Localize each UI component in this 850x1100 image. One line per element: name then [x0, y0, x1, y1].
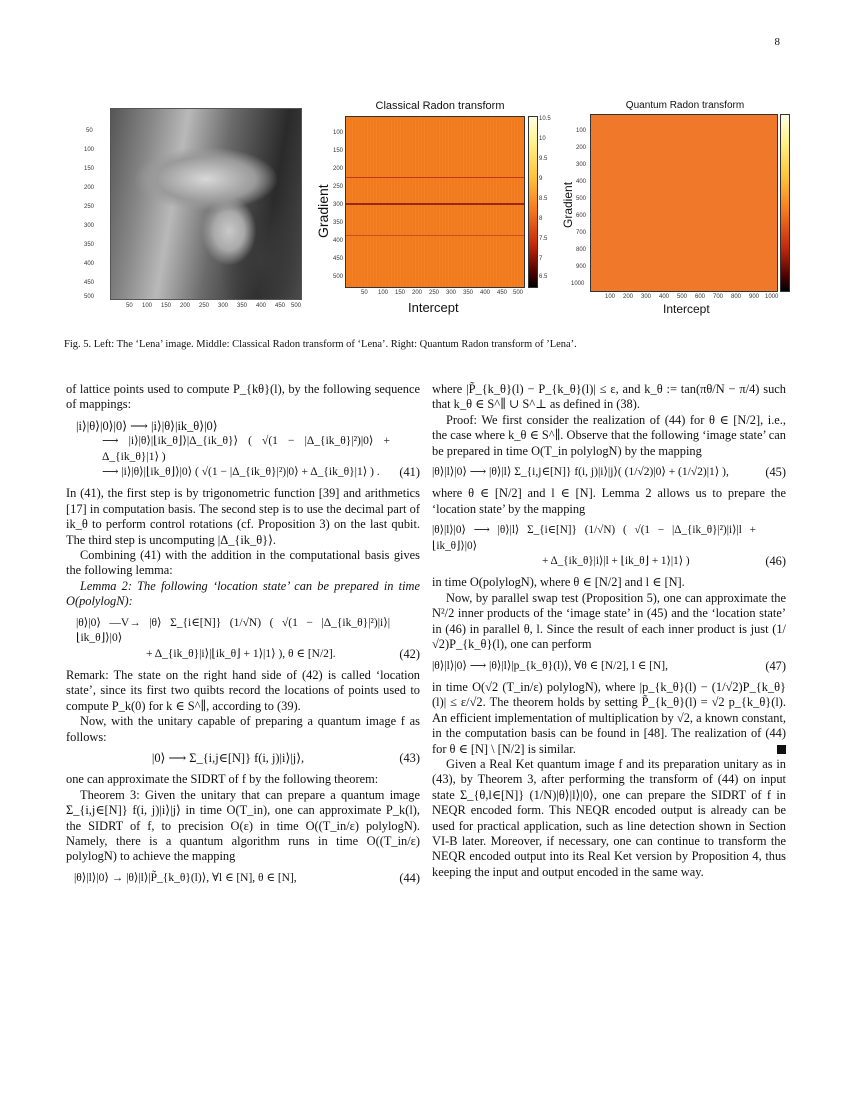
tick: 500: [333, 274, 344, 280]
tick: 100: [333, 130, 344, 136]
equation-44: [66, 871, 420, 886]
quantum-xlabel: Intercept: [663, 302, 710, 316]
tick: 7: [539, 256, 543, 262]
tick: 900: [576, 264, 587, 270]
tick: 400: [659, 294, 670, 300]
equation-line: ⟶ |i⟩|θ⟩|⌊ik_θ⌋⟩|Δ_{ik_θ}⟩ ( √(1 − |Δ_{ik_θ}|²)|0⟩ + Δ_{ik_θ}|1⟩ ): [102, 435, 390, 463]
tick: 600: [576, 213, 587, 219]
tick: 250: [199, 303, 210, 309]
page-number: 8: [774, 36, 780, 48]
equation-46: [432, 523, 786, 569]
paragraph: In (41), the first step is by trigonometric function [39] and arithmetics [17] in computation basis. The second step is to use the decimal part of ik_θ to perform control rotations (cf. Proposition 3) on the last qubit. The third step is uncomputing |Δ_{ik_θ}⟩.: [66, 486, 420, 547]
tick: 500: [677, 294, 688, 300]
paragraph: Now, by parallel swap test (Proposition 5), one can approximate the N²/2 inner products of the ‘image state’ in (45) and the ‘location state’ in (46) in parallel θ, l. Since the result of each inner product is just (1/√2)P_{k_θ}(l), one can perform: [432, 590, 786, 652]
tick: 150: [161, 303, 172, 309]
proof: Proof: We first consider the realization of (44) for θ ∈ [N/2], i.e., the case where k_θ ∈ S^∥. Observe that the following ‘image state’ can be prepared in time O(T_in polylogN) by the mapping: [432, 412, 786, 458]
tick: 400: [84, 261, 95, 267]
tick: 300: [576, 162, 587, 168]
paragraph-text: in time O(√2 (T_in/ε) polylogN), where |p_{k_θ}(l) − (1/√2)P_{k_θ}(l)| ≤ ε/√2. The theorem holds by setting P̃_{k_θ}(l) = √2 p_{k_θ}(l). An efficient implementation of multiplication by √2, a known constant, in the computation basis can be found in [48]. The realization of (44) for θ ∈ [N] \ [N/2] is similar.: [432, 679, 786, 756]
classical-radon-title: Classical Radon transform: [375, 100, 505, 112]
tick: 100: [84, 147, 95, 153]
tick: 300: [218, 303, 229, 309]
equation-47: [432, 659, 786, 674]
paragraph: [432, 680, 786, 757]
tick: 10: [539, 136, 546, 142]
tick: 200: [623, 294, 634, 300]
tick: 300: [333, 202, 344, 208]
tick: 9: [539, 176, 543, 182]
equation-number: (43): [399, 750, 420, 765]
tick: 350: [463, 290, 474, 296]
equation-43: [66, 751, 420, 766]
paragraph: in time O(polylogN), where θ ∈ [N/2] and l ∈ [N].: [432, 575, 685, 590]
tick: 8: [539, 216, 543, 222]
tick: 350: [333, 220, 344, 226]
remark: Remark: The state on the right hand side of (42) is called ‘location state’, since its first two quibts record the locations of points used to compute P_k(0) for k ∈ S^∥, according to (39).: [66, 667, 420, 713]
quantum-radon-title: Quantum Radon transform: [625, 100, 745, 111]
tick: 10.5: [539, 116, 551, 122]
tick: 450: [275, 303, 286, 309]
quantum-radon-image: [590, 114, 778, 292]
tick: 350: [84, 242, 95, 248]
classical-xlabel: Intercept: [408, 300, 459, 315]
tick: 800: [576, 247, 587, 253]
tick: 400: [480, 290, 491, 296]
equation-line: |θ⟩|l⟩|0⟩ → |θ⟩|l⟩|P̃_{k_θ}(l)⟩, ∀l ∈ [N], θ ∈ [N],: [74, 871, 297, 884]
equation-number: (47): [765, 658, 786, 673]
tick: 6.5: [539, 274, 548, 280]
lena-panel: [80, 98, 310, 313]
tick: 500: [576, 196, 587, 202]
tick: 150: [395, 290, 406, 296]
tick: 50: [126, 303, 133, 309]
tick: 500: [291, 303, 302, 309]
tick: 450: [497, 290, 508, 296]
quantum-radon-colorbar: [780, 114, 790, 292]
tick: 700: [576, 230, 587, 236]
tick: 100: [378, 290, 389, 296]
tick: 900: [749, 294, 760, 300]
classical-radon-image: [345, 116, 525, 288]
equation-line: |i⟩|θ⟩|0⟩|0⟩ ⟶ |i⟩|θ⟩|ik_θ⟩|0⟩: [76, 418, 218, 433]
equation-line: ⟶ |i⟩|θ⟩|⌊ik_θ⌋⟩|0⟩ ( √(1 − |Δ_{ik_θ}|²)|0⟩ + Δ_{ik_θ}|1⟩ ) .: [102, 466, 380, 479]
left-column: [66, 382, 420, 892]
paragraph: where θ ∈ [N/2] and l ∈ [N]. Lemma 2 allows us to prepare the ‘location state’ by the mapping: [432, 486, 786, 516]
tick: 1000: [571, 281, 585, 287]
paragraph: where |P̃_{k_θ}(l) − P_{k_θ}(l)| ≤ ε, and k_θ := tan(πθ/N − π/4) such that k_θ ∈ S^∥ ∪ S^⊥ as defined in (38).: [432, 382, 786, 412]
tick: 7.5: [539, 236, 548, 242]
tick: 200: [576, 145, 587, 151]
equation-41: [66, 419, 420, 481]
tick: 200: [84, 185, 95, 191]
lena-image: [110, 108, 302, 300]
tick: 9.5: [539, 156, 548, 162]
tick: 700: [713, 294, 724, 300]
equation-45: [432, 465, 786, 480]
equation-number: (46): [765, 554, 786, 569]
tick: 300: [641, 294, 652, 300]
tick: 500: [84, 294, 95, 300]
quantum-ylabel: Gradient: [561, 181, 575, 228]
tick: 400: [256, 303, 267, 309]
equation-line: |θ⟩|l⟩|0⟩ ⟶ |θ⟩|l⟩ Σ_{i∈[N]} (1/√N) ( √(1 − |Δ_{ik_θ}|²)|i⟩|l + ⌊ik_θ⌋⟩|0⟩: [432, 524, 756, 552]
classical-radon-colorbar: [528, 116, 538, 288]
equation-line: |θ⟩|l⟩|0⟩ ⟶ |θ⟩|l⟩|p_{k_θ}(l)⟩, ∀θ ∈ [N/2], l ∈ [N],: [432, 659, 668, 672]
paragraph: Given a Real Ket quantum image f and its preparation unitary as in (43), by Theorem 3, after performing the transform of (44) on input state Σ_{θ,l∈[N]} (1/N)|θ⟩|l⟩|0⟩, one can prepare the SIDRT of f in NEQR encoded form. This NEQR encoded output is already can be used for practical application, such as line detection shown in Section VI-B later. Moreover, if necessary, one can continue to transform the NEQR encoded output into its Real Ket version by Proposition 4, thus keeping the input and output encoded in the same way.: [432, 756, 786, 879]
classical-ylabel: Gradient: [315, 184, 331, 238]
paragraph: Now, with the unitary capable of preparing a quantum image f as follows:: [66, 714, 420, 744]
equation-line: |0⟩ ⟶ Σ_{i,j∈[N]} f(i, j)|i⟩|j⟩,: [151, 750, 305, 765]
tick: 50: [86, 128, 93, 134]
equation-number: (44): [399, 870, 420, 885]
lemma-2: Lemma 2: The following ‘location state’ can be prepared in time O(polylogN):: [66, 578, 420, 609]
tick: 1000: [765, 294, 779, 300]
tick: 200: [180, 303, 191, 309]
tick: 250: [429, 290, 440, 296]
tick: 450: [84, 280, 95, 286]
tick: 100: [605, 294, 616, 300]
tick: 250: [84, 204, 95, 210]
tick: 500: [513, 290, 524, 296]
tick: 200: [412, 290, 423, 296]
equation-number: (41): [399, 465, 420, 480]
equation-number: (42): [399, 646, 420, 661]
qed-icon: [777, 745, 786, 754]
equation-line: |θ⟩|l⟩|0⟩ ⟶ |θ⟩|l⟩ Σ_{i,j∈[N]} f(i, j)|i⟩|j⟩( (1/√2)|0⟩ + (1/√2)|1⟩ ),: [432, 466, 729, 479]
tick: 300: [446, 290, 457, 296]
figure-5: [80, 98, 800, 328]
tick: 400: [333, 238, 344, 244]
tick: 450: [333, 256, 344, 262]
equation-number: (45): [765, 465, 786, 480]
equation-42: [66, 616, 420, 662]
tick: 100: [576, 128, 587, 134]
tick: 600: [695, 294, 706, 300]
tick: 300: [84, 223, 95, 229]
tick: 200: [333, 166, 344, 172]
tick: 350: [237, 303, 248, 309]
paragraph: one can approximate the SIDRT of f by the following theorem:: [66, 772, 379, 787]
equation-line: |θ⟩|0⟩ —V→ |θ⟩ Σ_{i∈[N]} (1/√N) ( √(1 − |Δ_{ik_θ}|²)|i⟩|⌊ik_θ⌋⟩|0⟩: [76, 616, 390, 645]
quantum-radon-panel: [561, 98, 800, 328]
right-column: [432, 382, 786, 880]
classical-radon-panel: [315, 98, 551, 328]
tick: 250: [333, 184, 344, 190]
paragraph: Combining (41) with the addition in the computational basis gives the following lemma:: [66, 548, 420, 578]
tick: 150: [84, 166, 95, 172]
theorem-3: Theorem 3: Given the unitary that can prepare a quantum image Σ_{i,j∈[N]} f(i, j)|i⟩|j⟩ in time O(T_in), one can approximate P_k(l), the SIDRT of f, to precision O(ε) in time O((T_in/ε) polylogN). Namely, there is a quantum algorithm runs in time O((T_in/ε) polylogN) to achieve the mapping: [66, 787, 420, 864]
tick: 50: [361, 290, 368, 296]
figure-caption: Fig. 5. Left: The ‘Lena’ image. Middle: Classical Radon transform of ‘Lena’. Right: Quantum Radon transform of ’Lena’.: [64, 339, 577, 350]
tick: 400: [576, 179, 587, 185]
tick: 100: [142, 303, 153, 309]
tick: 8.5: [539, 196, 548, 202]
tick: 800: [731, 294, 742, 300]
equation-line: + Δ_{ik_θ}|i⟩|⌊ik_θ⌋ + 1⟩|1⟩ ), θ ∈ [N/2].: [146, 647, 336, 660]
paragraph: of lattice points used to compute P_{kθ}(l), by the following sequence of mappings:: [66, 382, 420, 412]
equation-line: + Δ_{ik_θ}|i⟩|l + ⌊ik_θ⌋ + 1⟩|1⟩ ): [542, 555, 690, 568]
tick: 150: [333, 148, 344, 154]
